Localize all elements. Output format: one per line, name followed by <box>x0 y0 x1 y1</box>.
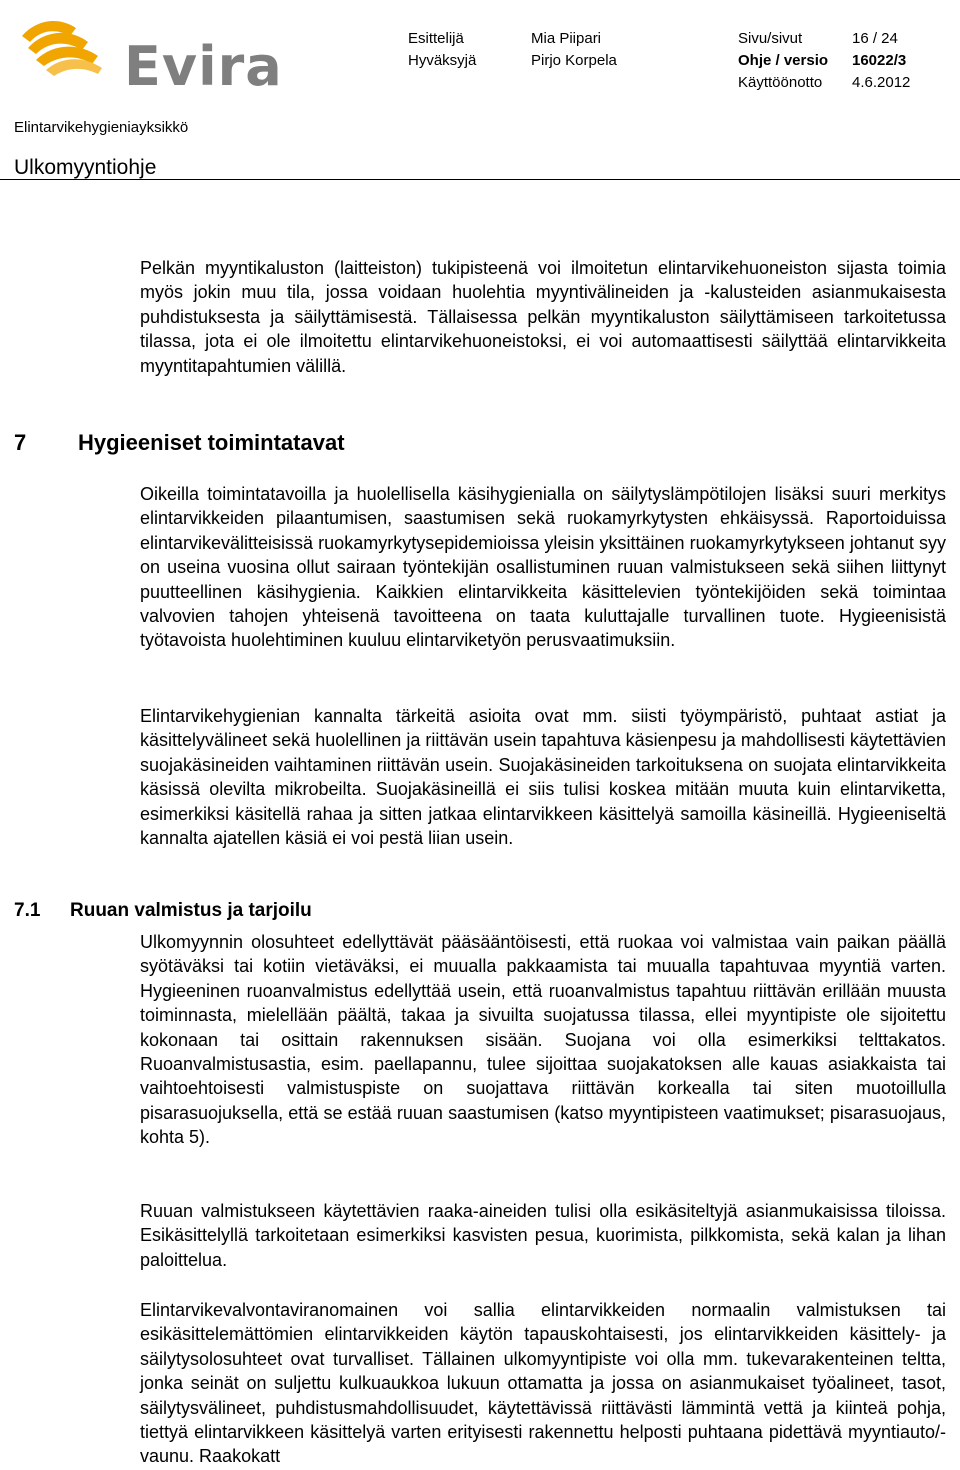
section-7-1-paragraph-1: Ulkomyynnin olosuhteet edellyttävät pääsääntöisesti, että ruokaa voi valmistaa vain paikan päällä syötäväksi tai kotiin vietäväksi, ei muualla pakkaamista tai muualla tapahtuvaa myyntiä varten. Hygieeninen ruoanvalmistus edellyttää usein, että ruoanvalmistus tapahtuu riittävän erillään muusta toiminnasta, mielellään päältä, takaa ja sivuilta suojatussa tilassa, ellei myyntipiste ole sijoitettu kokonaan tai osittain rakennuksen sisään. Suojana voi olla esimerkiksi telttakatos. Ruoanvalmistusastia, esim. paellapannu, tulee sijoittaa suojakatoksen alle kauas asiakkaista tai vaihtoehtoisesti valmistuspiste on suojattava riittävän korkealla tai siten muotoillulla pisarasuojuksella, että se estää ruuan saastumisen (katso myyntipisteen vaatimukset; pisarasuojaus, kohta 5). <box>140 932 946 1148</box>
section-7-number: 7 <box>14 430 27 455</box>
version-value: 16022/3 <box>852 52 907 69</box>
intro-paragraph: Pelkän myyntikaluston (laitteiston) tukipisteenä voi ilmoitetun elintarvikehuoneiston sijasta toimia myös jokin muu tila, jossa voidaan huolehtia myyntivälineiden ja -kalusteiden asianmukaisesta puhdistuksesta ja säilyttämisestä. Tällaisessa pelkän myyntikaluston säilyttämiseen tarkoitetussa tilassa, jota ei ole ilmoitettu elintarvikehuoneistoksi, ei voi automaattisesti säilyttää elintarvikkeita myyntitapahtumien välillä. <box>140 258 946 376</box>
header-divider <box>0 179 960 180</box>
unit-name: Elintarvikehygieniayksikkö <box>14 119 189 136</box>
section-7-1-paragraph-3: Elintarvikevalvontaviranomainen voi sallia elintarvikkeiden normaalin valmistuksen tai esikäsittelemättömien elintarvikkeiden käytön tapauskohtaisesti, jos elintarvikkeiden käsittely- ja säilytysolosuhteet ovat turvalliset. Tällainen ulkomyyntipiste voi olla mm. tukevarakenteinen teltta, jonka seinät on suljettu kulkuaukkoa lukuun ottamatta ja jossa on asianmukaiset työalineet, tasot, säilytysvälineet, puhdistusmahdollisuudet, käytettävissä riittävästi lämmintä vettä ja kiinteä pohja, tiettyä elintarvikkeen käsittelyä varten erityisesti rakennettu helposti puhtaana pidettävä myyntiauto/-vaunu. Raakokatt <box>140 1300 946 1467</box>
section-7-paragraph-1: Oikeilla toimintatavoilla ja huolellisella käsihygienialla on säilytyslämpötilojen lisäksi suuri merkitys elintarvikkeiden pilaantumisen, saastumisen sekä ruokamyrkytysten ehkäisyssä. Raportoiduissa elintarvikevälitteisissä ruokamyrkytysepidemioissa yleisin yksittäinen ruokamyrkytykseen johtanut syy on useina vuosina ollut sairaan työntekijän osallistuminen ruuan valmistukseen sekä siihen liittynyt puutteellinen käsihygienia. Kaikkien elintarvikkeita käsittelevien työntekijöiden sekä toimintaa valvovien tahojen yhteisenä tavoitteena on taata kuluttajalle turvallinen tuote. Hygieenisistä työtavoista huolehtiminen kuuluu elintarviketyön perusvaatimuksiin. <box>140 484 946 651</box>
page-value: 16 / 24 <box>852 30 898 47</box>
section-7-paragraph-2: Elintarvikehygienian kannalta tärkeitä asioita ovat mm. siisti työympäristö, puhtaat astiat ja käsittelyvälineet sekä huolellinen ja riittävän usein tapahtuva käsienpesu ja mahdollisesti käytettävien suojakäsineiden vaihtaminen riittävän usein. Suojakäsineiden tarkoituksena on suojata elintarvikkeita käsissä olevilta mikrobeilta. Suojakäsineillä ei siis tulisi koskea mitään muuta kuin elintarviketta, esimerkiksi käsitellä rahaa ja sitten jatkaa elintarvikkeen käsittelyä samoilla käsineillä. Hygieeniseltä kannalta ajatellen käsiä ei voi pestä liian usein. <box>140 706 946 849</box>
version-label: Ohje / versio <box>738 52 829 69</box>
esittelija-name: Mia Piipari <box>531 30 602 47</box>
section-7-heading: Hygieeniset toimintatavat <box>78 430 345 455</box>
esittelija-label: Esittelijä <box>408 30 464 47</box>
hyvaksyja-name: Pirjo Korpela <box>531 52 617 69</box>
section-7-1-heading: Ruuan valmistus ja tarjoilu <box>70 900 312 921</box>
evira-logo <box>18 8 283 98</box>
document-title: Ulkomyyntiohje <box>14 156 157 179</box>
section-7-1-number: 7.1 <box>14 900 41 921</box>
kayttoonotto-label: Käyttöönotto <box>738 74 823 91</box>
page-label: Sivu/sivut <box>738 30 803 47</box>
section-7-1-paragraph-2: Ruuan valmistukseen käytettävien raaka-aineiden tulisi olla esikäsiteltyjä asianmukaisissa tiloissa. Esikäsittelyllä tarkoitetaan esimerkiksi kasvisten pesua, kuorimista, pilkkomista, sekä kalan ja lihan paloittelua. <box>140 1201 946 1270</box>
logo-wordmark: Evira <box>124 35 283 98</box>
hyvaksyja-label: Hyväksyjä <box>408 52 477 69</box>
kayttoonotto-value: 4.6.2012 <box>852 74 911 91</box>
